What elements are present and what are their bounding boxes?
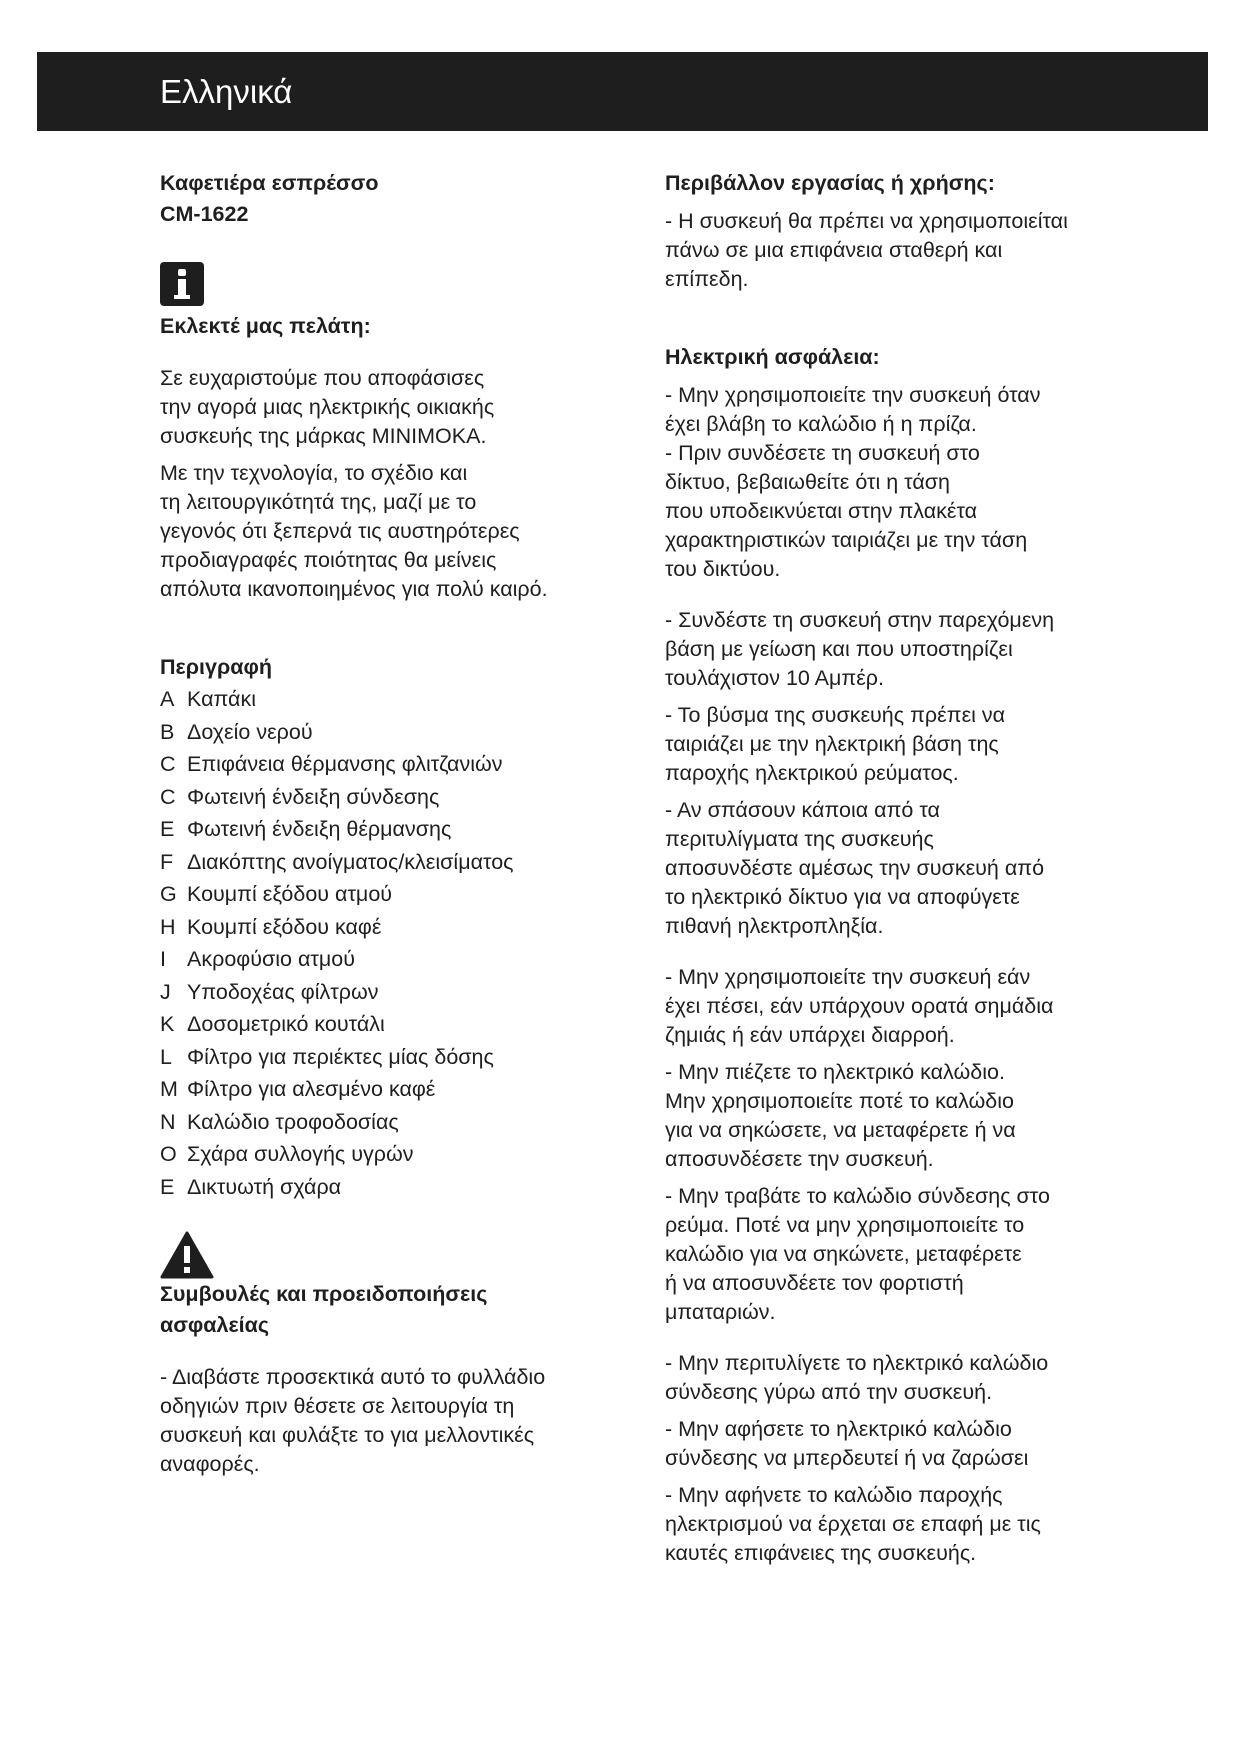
list-item: F Διακόπτης ανοίγματος/κλεισίματος (160, 849, 514, 874)
safety-paragraph-1: - Διαβάστε προσεκτικά αυτό το φυλλάδιο οδηγιών πριν θέσετε σε λειτουργία τη συσκευή και φυλάξτε το για μελλοντικές αναφορές. (160, 1365, 546, 1476)
list-item: N Καλώδιο τροφοδοσίας (160, 1109, 399, 1134)
list-item: E Δικτυωτή σχάρα (160, 1174, 342, 1199)
electrical-heading: Ηλεκτρική ασφάλεια: (665, 345, 880, 369)
electrical-paragraph-5: - Αν σπάσουν κάποια από τα περιτυλίγματα της συσκευής αποσυνδέστε αμέσως την συσκευή από το ηλεκτρικό δίκτυο για να αποφύγετε πιθανή ηλεκτροπληξία. (665, 798, 1045, 938)
info-icon (160, 262, 204, 306)
electrical-paragraph-11: - Μην αφήνετε το καλώδιο παροχής ηλεκτρισμού να έρχεται σε επαφή με τις καυτές επιφάνειες της συσκευής. (665, 1483, 1041, 1565)
warning-icon (160, 1231, 214, 1279)
list-item: K Δοσομετρικό κουτάλι (160, 1012, 385, 1036)
safety-heading-line-1: Συμβουλές και προειδοποιήσεις (160, 1282, 488, 1306)
electrical-paragraph-3: - Συνδέστε τη συσκευή στην παρεχόμενη βάση με γείωση και που υποστηρίζει τουλάχιστον 10 Αμπέρ. (665, 608, 1055, 690)
electrical-paragraph-2: - Πριν συνδέσετε τη συσκευή στο δίκτυο, βεβαιωθείτε ότι η τάση που υποδεικνύεται στην πλακέτα χαρακτηριστικών ταιριάζει με την τάση του δικτύου. (665, 441, 1028, 581)
electrical-paragraph-4: - Το βύσμα της συσκευής πρέπει να ταιριάζει με την ηλεκτρική βάση της παροχής ηλεκτρικού ρεύματος. (665, 703, 1006, 785)
left-column (160, 168, 610, 1479)
list-item: J Υποδοχέας φίλτρων (160, 979, 379, 1004)
list-item: O Σχάρα συλλογής υγρών (160, 1142, 414, 1166)
language-header-bar (37, 52, 1208, 131)
description-heading: Περιγραφή (160, 655, 272, 679)
product-model: CM-1622 (160, 202, 249, 226)
environment-paragraph: - Η συσκευή θα πρέπει να χρησιμοποιείται πάνω σε μια επιφάνεια σταθερή και επίπεδη. (665, 209, 1068, 291)
safety-heading-line-2: ασφαλείας (160, 1313, 270, 1337)
electrical-paragraph-6: - Μην χρησιμοποιείτε την συσκευή εάν έχει πέσει, εάν υπάρχουν ορατά σημάδια ζημιάς ή εάν υπάρχει διαρροή. (665, 965, 1054, 1047)
electrical-paragraph-1: - Μην χρησιμοποιείτε την συσκευή όταν έχει βλάβη το καλώδιο ή η πρίζα. (665, 383, 1041, 436)
electrical-paragraph-10: - Μην αφήσετε το ηλεκτρικό καλώδιο σύνδεσης να μπερδευτεί ή να ζαρώσει (665, 1417, 1029, 1470)
language-title: Ελληνικά (160, 73, 293, 110)
description-list (160, 683, 610, 1203)
electrical-paragraph-7: - Μην πιέζετε το ηλεκτρικό καλώδιο. Μην χρησιμοποιείτε ποτέ το καλώδιο για να σηκώσετε, να μεταφέρετε ή να αποσυνδέσετε την συσκευή. (665, 1060, 1016, 1171)
list-item: G Κουμπί εξόδου ατμού (160, 882, 393, 906)
list-item: C Επιφάνεια θέρμανσης φλιτζανιών (160, 752, 503, 776)
product-title: Καφετιέρα εσπρέσσο (160, 171, 379, 195)
list-item: H Κουμπί εξόδου καφέ (160, 914, 382, 939)
customer-paragraph-1: Σε ευχαριστούμε που αποφάσισες την αγορά μιας ηλεκτρικής οικιακής συσκευής της μάρκας MINIMOKA. (160, 366, 495, 448)
list-item: E Φωτεινή ένδειξη θέρμανσης (160, 817, 452, 841)
right-column (665, 168, 1135, 1568)
list-item: L Φίλτρο για περιέκτες μίας δόσης (160, 1044, 494, 1069)
list-item: B Δοχείο νερού (160, 719, 313, 744)
environment-heading: Περιβάλλον εργασίας ή χρήσης: (665, 171, 995, 195)
list-item: C Φωτεινή ένδειξη σύνδεσης (160, 784, 440, 809)
electrical-paragraph-8: - Μην τραβάτε το καλώδιο σύνδεσης στο ρεύμα. Ποτέ να μην χρησιμοποιείτε το καλώδιο για να σηκώνετε, μεταφέρετε ή να αποσυνδέετε τον φορτιστή μπαταριών. (665, 1184, 1050, 1324)
list-item: M Φίλτρο για αλεσμένο καφέ (160, 1077, 436, 1101)
customer-paragraph-2: Με την τεχνολογία, το σχέδιο και τη λειτουργικότητά της, μαζί με το γεγονός ότι ξεπερνά τις αυστηρότερες προδιαγραφές ποιότητας θα μείνεις απόλυτα ικανοποιημένος για πολύ καιρό. (160, 461, 548, 601)
electrical-paragraph-9: - Μην περιτυλίγετε το ηλεκτρικό καλώδιο σύνδεσης γύρω από την συσκευή. (665, 1351, 1049, 1404)
list-item: I Ακροφύσιο ατμού (160, 947, 355, 971)
customer-heading: Εκλεκτέ μας πελάτη: (160, 314, 371, 338)
list-item: A Καπάκι (160, 687, 256, 711)
